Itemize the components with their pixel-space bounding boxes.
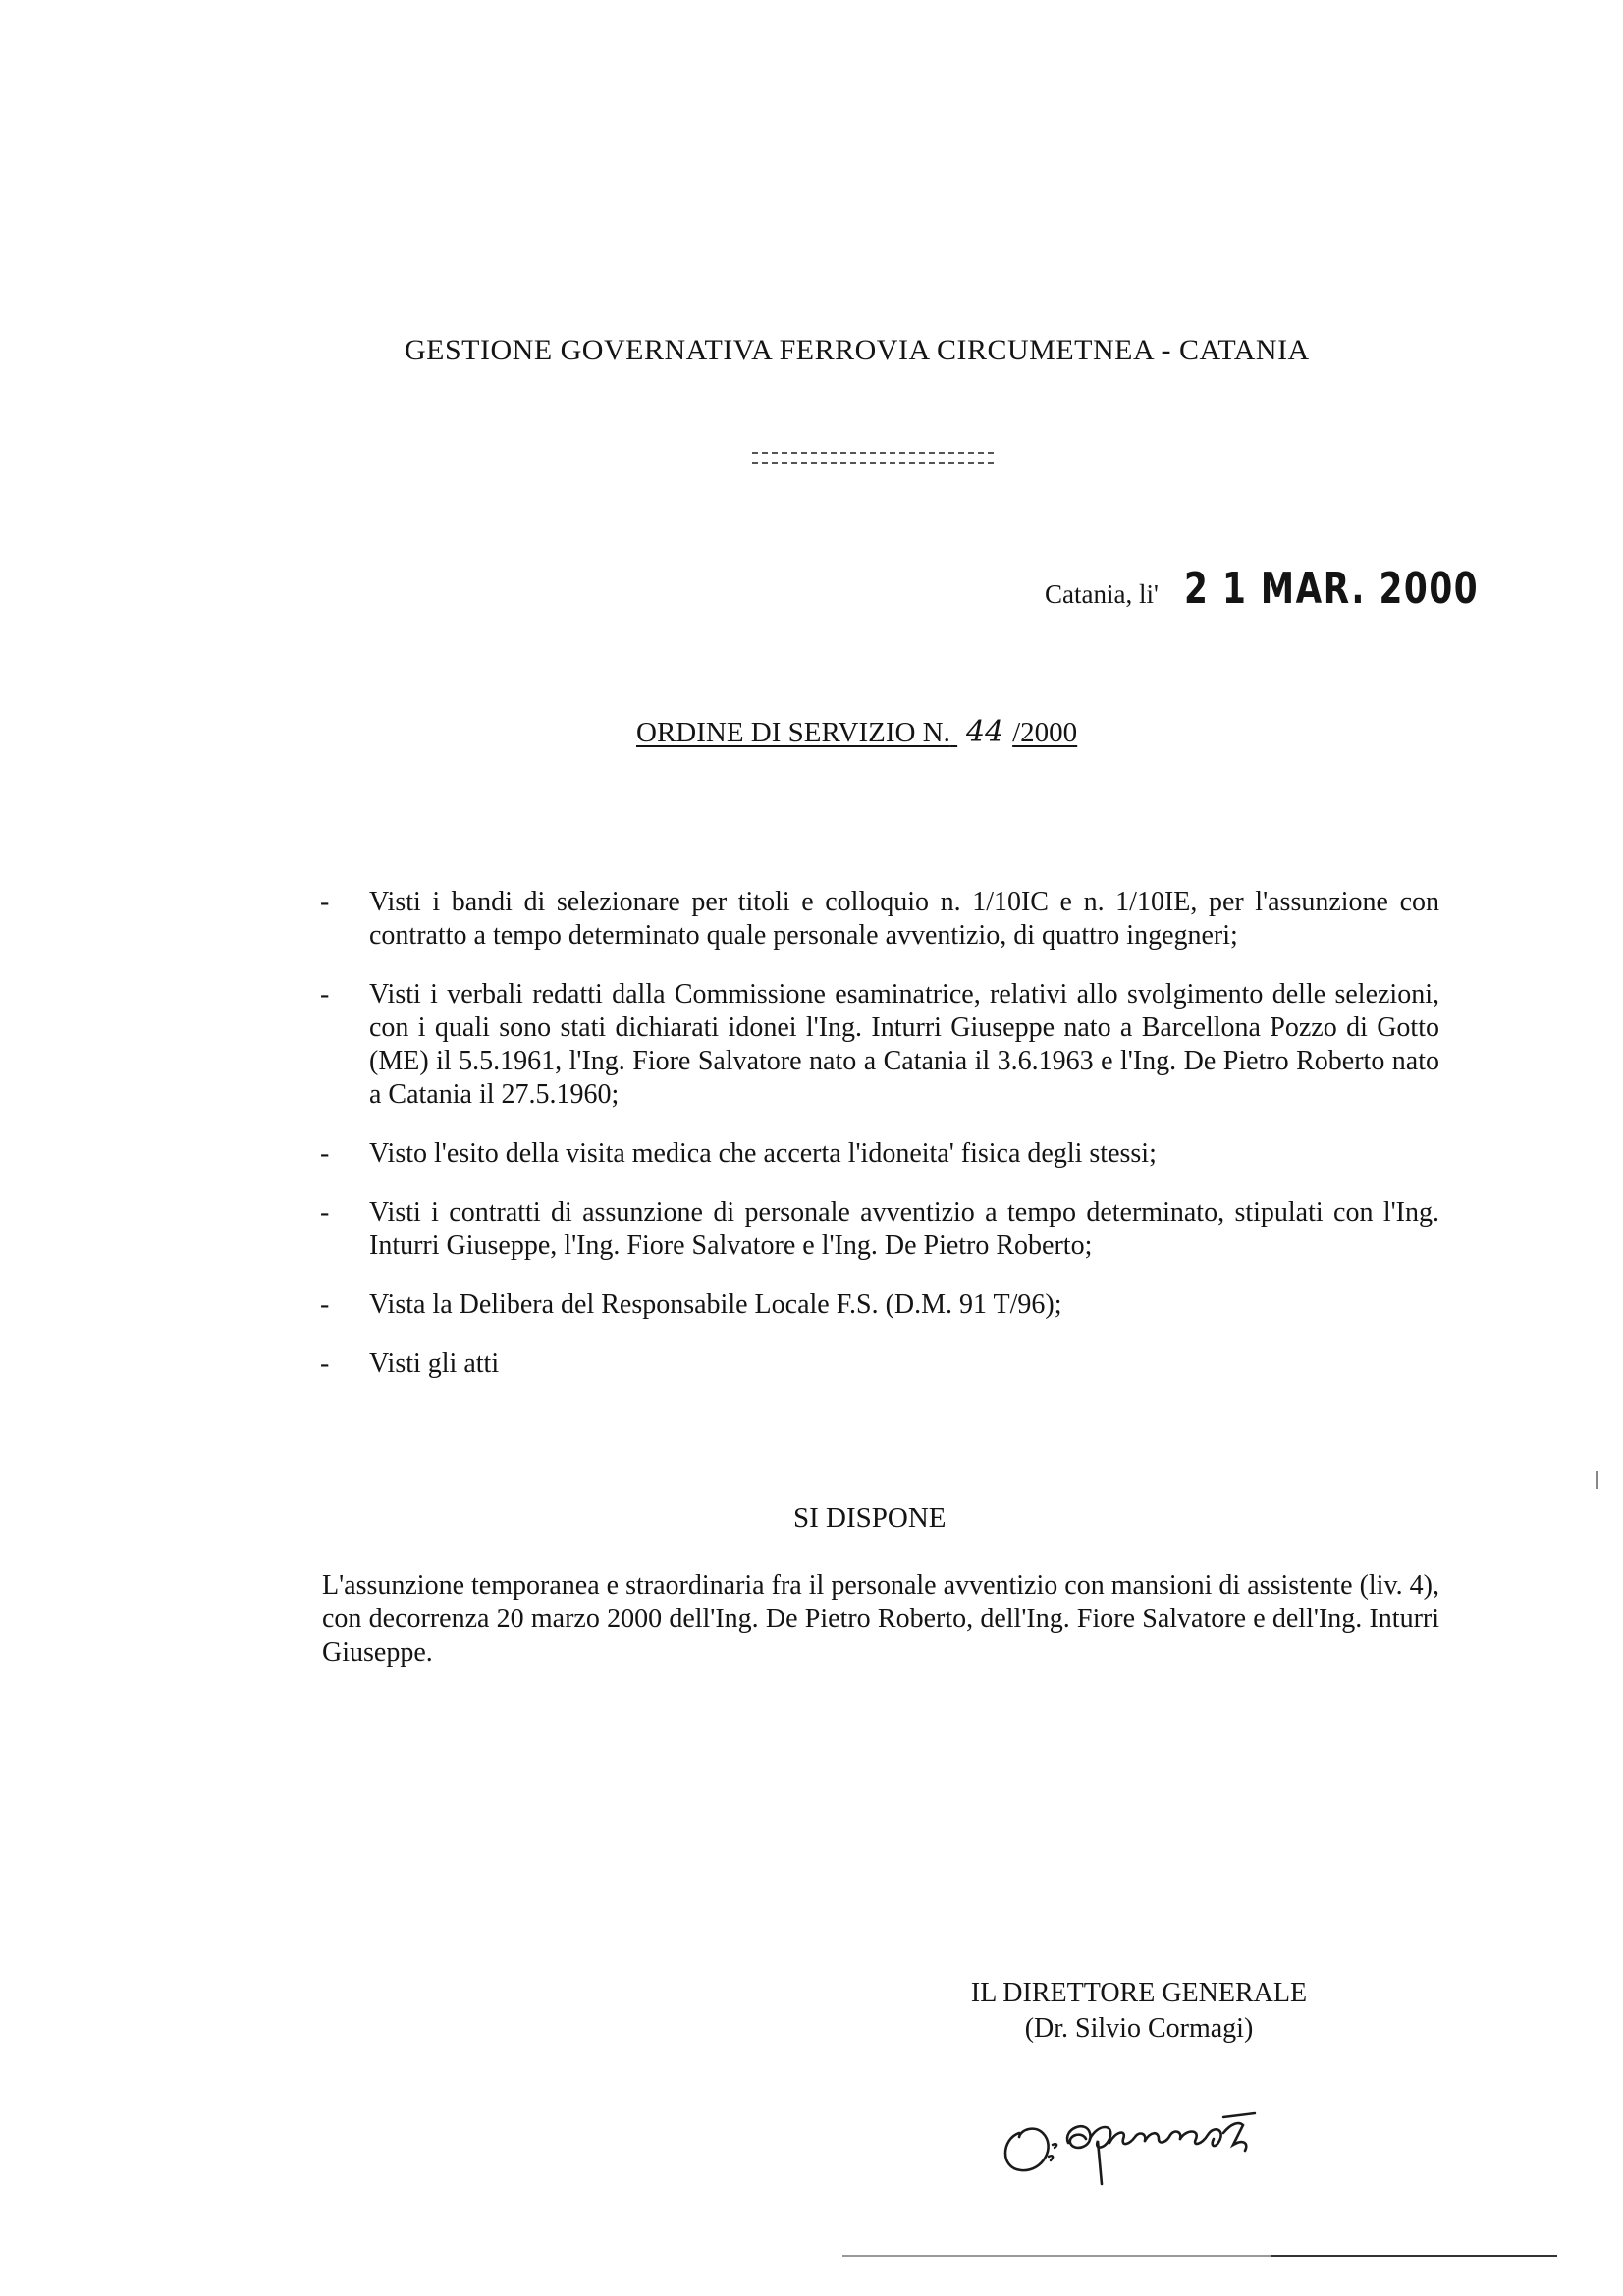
order-suffix: /2000: [1012, 717, 1078, 748]
scan-edge-mark: [1596, 1471, 1598, 1489]
premise-item: [320, 1288, 1439, 1322]
premise-item: [320, 886, 1439, 953]
footer-rule: [842, 2255, 1557, 2257]
signature-block: [943, 1976, 1335, 2047]
premise-text: Visti i bandi di selezionare per titoli e colloquio n. 1/10IC e n. 1/10IE, per l'assunzione con contratto a tempo determinato quale personale avventizio, di quattro ingegneri;: [369, 887, 1439, 951]
dispone-heading: SI DISPONE: [793, 1503, 947, 1534]
order-number: 44: [966, 715, 1004, 749]
premise-text: Visto l'esito della visita medica che accerta l'idoneita' fisica degli stessi;: [369, 1138, 1157, 1169]
date-line: [1045, 564, 1562, 614]
disposition-text: L'assunzione temporanea e straordinaria fra il personale avventizio con mansioni di assistente (liv. 4), con decorrenza 20 marzo 2000 dell'Ing. De Pietro Roberto, dell'Ing. Fiore Salvatore e dell'Ing. Inturri Giuseppe.: [322, 1570, 1439, 1667]
premise-text: Visti i contratti di assunzione di personale avventizio a tempo determinato, stipulati con l'Ing. Inturri Giuseppe, l'Ing. Fiore Salvatore e l'Ing. De Pietro Roberto;: [369, 1197, 1439, 1261]
header-separator: [752, 452, 994, 464]
premise-text: Visti i verbali redatti dalla Commissione esaminatrice, relativi allo svolgimento delle selezioni, con i quali sono stati dichiarati idonei l'Ing. Inturri Giuseppe nato a Barcellona Pozzo di Gotto (ME) il 5.5.1961, l'Ing. Fiore Salvatore nato a Catania il 3.6.1963 e l'Ing. De Pietro Roberto nato a Catania il 27.5.1960;: [369, 979, 1439, 1110]
order-prefix: ORDINE DI SERVIZIO N.: [636, 717, 950, 748]
document-header: GESTIONE GOVERNATIVA FERROVIA CIRCUMETNEA - CATANIA: [405, 334, 1310, 366]
premise-dash: -: [320, 1197, 330, 1228]
premise-text: Vista la Delibera del Responsabile Locale F.S. (D.M. 91 T/96);: [369, 1289, 1062, 1320]
premise-dash: -: [320, 887, 330, 917]
premise-text: Visti gli atti: [369, 1348, 500, 1379]
premise-item: [320, 1137, 1439, 1171]
premises-list: [320, 886, 1439, 1406]
premise-item: [320, 1347, 1439, 1381]
signatory-name: (Dr. Silvio Cormagi): [1024, 2013, 1254, 2044]
signatory-role: IL DIRETTORE GENERALE: [970, 1978, 1308, 2008]
premise-item: [320, 1196, 1439, 1263]
date-label: Catania, li': [1045, 579, 1159, 609]
premise-dash: -: [320, 979, 330, 1010]
order-title: [636, 715, 1077, 749]
handwritten-signature: [992, 2074, 1306, 2202]
date-stamp: 2 1 MAR. 2000: [1183, 564, 1480, 614]
premise-dash: -: [320, 1289, 330, 1320]
premise-dash: -: [320, 1348, 330, 1379]
premise-dash: -: [320, 1138, 330, 1169]
premise-item: [320, 978, 1439, 1112]
